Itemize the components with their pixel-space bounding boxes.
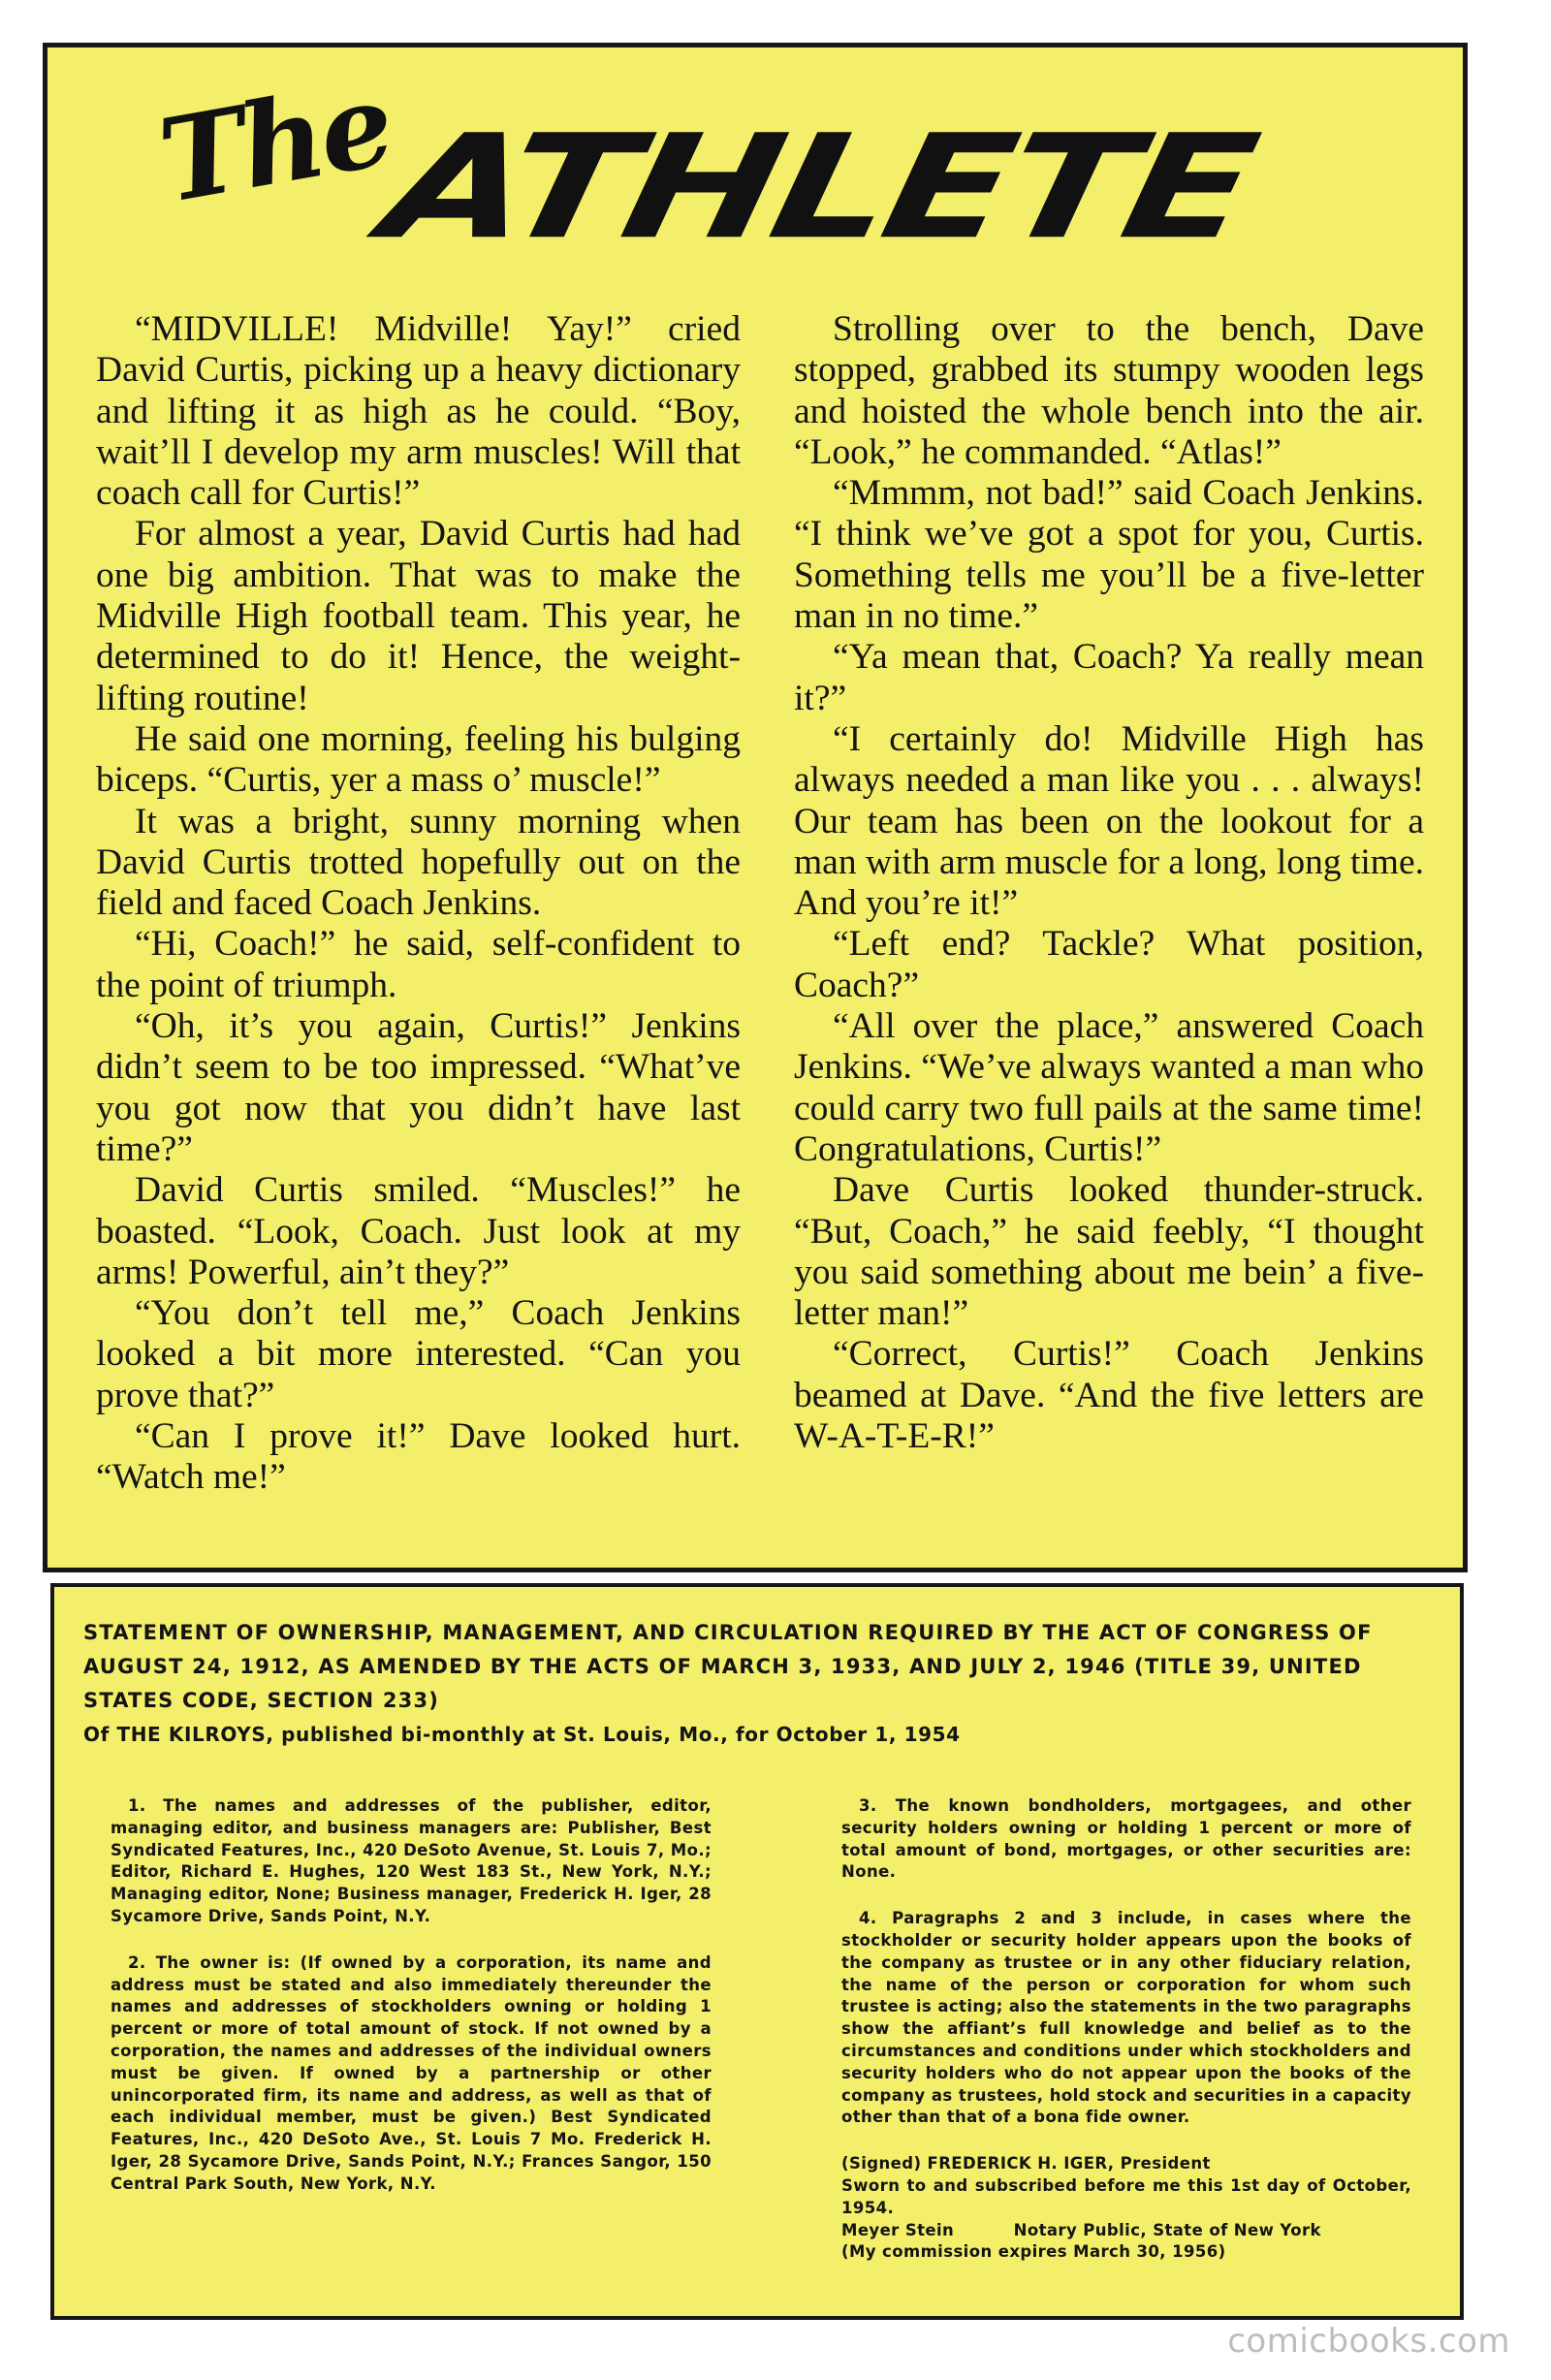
statement-paragraph: 1. The names and addresses of the publisher, editor, managing editor, and business managers are: Publisher, Best Syndicated Features, Inc., 420 DeSoto Avenue, St. Louis 7, Mo.; Editor, Richard E. Hughes, 120 West 183 St., New York, N.Y.; Managing editor, None; Business manager, Frederick H. Iger, 28 Sycamore Drive, Sands Point, N.Y.: [111, 1796, 712, 1925]
statement-paragraph: 3. The known bondholders, mortgagees, and other security holders owning or holding 1 percent or more of total amount of bond, mortgages, or other securities are: None.: [841, 1796, 1411, 1882]
story-paragraph: For almost a year, David Curtis had had one big ambition. That was to make the Midville High football team. This year, he determined to do it! Hence, the weight-lifting routine!: [96, 514, 741, 718]
statement-paragraph: 2. The owner is: (If owned by a corporation, its name and address must be stated and also immediately thereunder the names and addresses of stockholders owning or holding 1 percent or more of total amount of stock. If not owned by a corporation, the names and addresses of the individual owners must be given. If owned by a partnership or other unincorporated firm, its name and address, as well as that of each individual member, must be given.) Best Syndicated Features, Inc., 420 DeSoto Ave., St. Louis 7 Mo. Frederick H. Iger, 28 Sycamore Drive, Sands Point, N.Y.; Frances Sangor, 150 Central Park South, New York, N.Y.: [111, 1952, 712, 2193]
statement-paragraph: 4. Paragraphs 2 and 3 include, in cases where the stockholder or security holder appears upon the books of the company as trustee or in any other fiduciary relation, the name of the person or corporation for whom such trustee is acting; also the statements in the two paragraphs show the affiant’s full knowledge and belief as to the circumstances and conditions under which stockholders and security holders who do not appear upon the books of the company as trustees, hold stock and securities in a capacity other than that of a bona fide owner.: [841, 1909, 1411, 2127]
ownership-statement-panel: [50, 1583, 1464, 2320]
story-paragraph: Dave Curtis looked thunder-struck. “But, Coach,” he said feebly, “I thought you said something about me bein’ a five-letter man!”: [794, 1170, 1424, 1334]
title-main: ATHLETE: [370, 104, 1265, 271]
notary-line: Meyer Stein Notary Public, State of New York: [841, 2220, 1321, 2239]
story-paragraph: “MIDVILLE! Midville! Yay!” cried David Curtis, picking up a heavy dictionary and lifting it as high as he could. “Boy, wait’ll I develop my arm muscles! Will that coach call for Curtis!”: [96, 309, 741, 514]
site-watermark: comicbooks.com: [1227, 2322, 1510, 2361]
story-title: [115, 56, 1405, 300]
story-paragraph: It was a bright, sunny morning when David Curtis trotted hopefully out on the field and faced Coach Jenkins.: [96, 801, 741, 924]
story-paragraph: “I certainly do! Midville High has always needed a man like you . . . always! Our team has been on the lookout for a man with arm muscle for a long, long time. And you’re it!”: [794, 718, 1424, 924]
story-paragraph: He said one morning, feeling his bulging biceps. “Curtis, yer a mass o’ muscle!”: [96, 718, 741, 801]
story-paragraph: “Hi, Coach!” he said, self-confident to the point of triumph.: [96, 924, 741, 1005]
story-column-right: [794, 309, 1424, 1457]
statement-heading: STATEMENT OF OWNERSHIP, MANAGEMENT, AND CIRCULATION REQUIRED BY THE ACT OF CONGRESS OF AUGUST 24, 1912, AS AMENDED BY THE ACTS OF MARCH 3, 1933, AND JULY 2, 1946 (TITLE 39, UNITED STATES CODE, SECTION 233): [83, 1621, 1373, 1712]
sworn-line: Sworn to and subscribed before me this 1st day of October, 1954.: [841, 2175, 1411, 2217]
story-paragraph: “Oh, it’s you again, Curtis!” Jenkins didn’t seem to be too impressed. “What’ve you got now that you didn’t have last time?”: [96, 1006, 741, 1169]
story-paragraph: “Can I prove it!” Dave looked hurt. “Watch me!”: [96, 1416, 741, 1498]
statement-column-left: [111, 1795, 712, 2220]
statement-subheading: Of THE KILROYS, published bi-monthly at St. Louis, Mo., for October 1, 1954: [83, 1723, 961, 1746]
story-paragraph: “All over the place,” answered Coach Jenkins. “We’ve always wanted a man who could carry two full pails at the same time! Congratulations, Curtis!”: [794, 1006, 1424, 1169]
story-paragraph: “You don’t tell me,” Coach Jenkins looked a bit more interested. “Can you prove that?”: [96, 1293, 741, 1415]
story-paragraph: David Curtis smiled. “Muscles!” he boasted. “Look, Coach. Just look at my arms! Powerful, ain’t they?”: [96, 1170, 741, 1292]
story-paragraph: “Correct, Curtis!” Coach Jenkins beamed at Dave. “And the five letters are W-A-T-E-R!”: [794, 1334, 1424, 1457]
story-paragraph: “Left end? Tackle? What position, Coach?”: [794, 924, 1424, 1005]
title-script: The: [149, 56, 400, 229]
story-panel: [43, 43, 1468, 1572]
signature-line: (Signed) FREDERICK H. IGER, President: [841, 2154, 1211, 2174]
story-paragraph: Strolling over to the bench, Dave stopped, grabbed its stumpy wooden legs and hoisted the whole bench into the air. “Look,” he commanded. “Atlas!”: [794, 309, 1424, 472]
story-paragraph: “Mmmm, not bad!” said Coach Jenkins. “I think we’ve got a spot for you, Curtis. Something tells me you’ll be a five-letter man in no time.”: [794, 473, 1424, 637]
story-column-left: [96, 309, 741, 1499]
story-paragraph: “Ya mean that, Coach? Ya really mean it?”: [794, 637, 1424, 718]
commission-line: (My commission expires March 30, 1956): [841, 2242, 1226, 2262]
statement-column-right: [841, 1795, 1411, 2264]
